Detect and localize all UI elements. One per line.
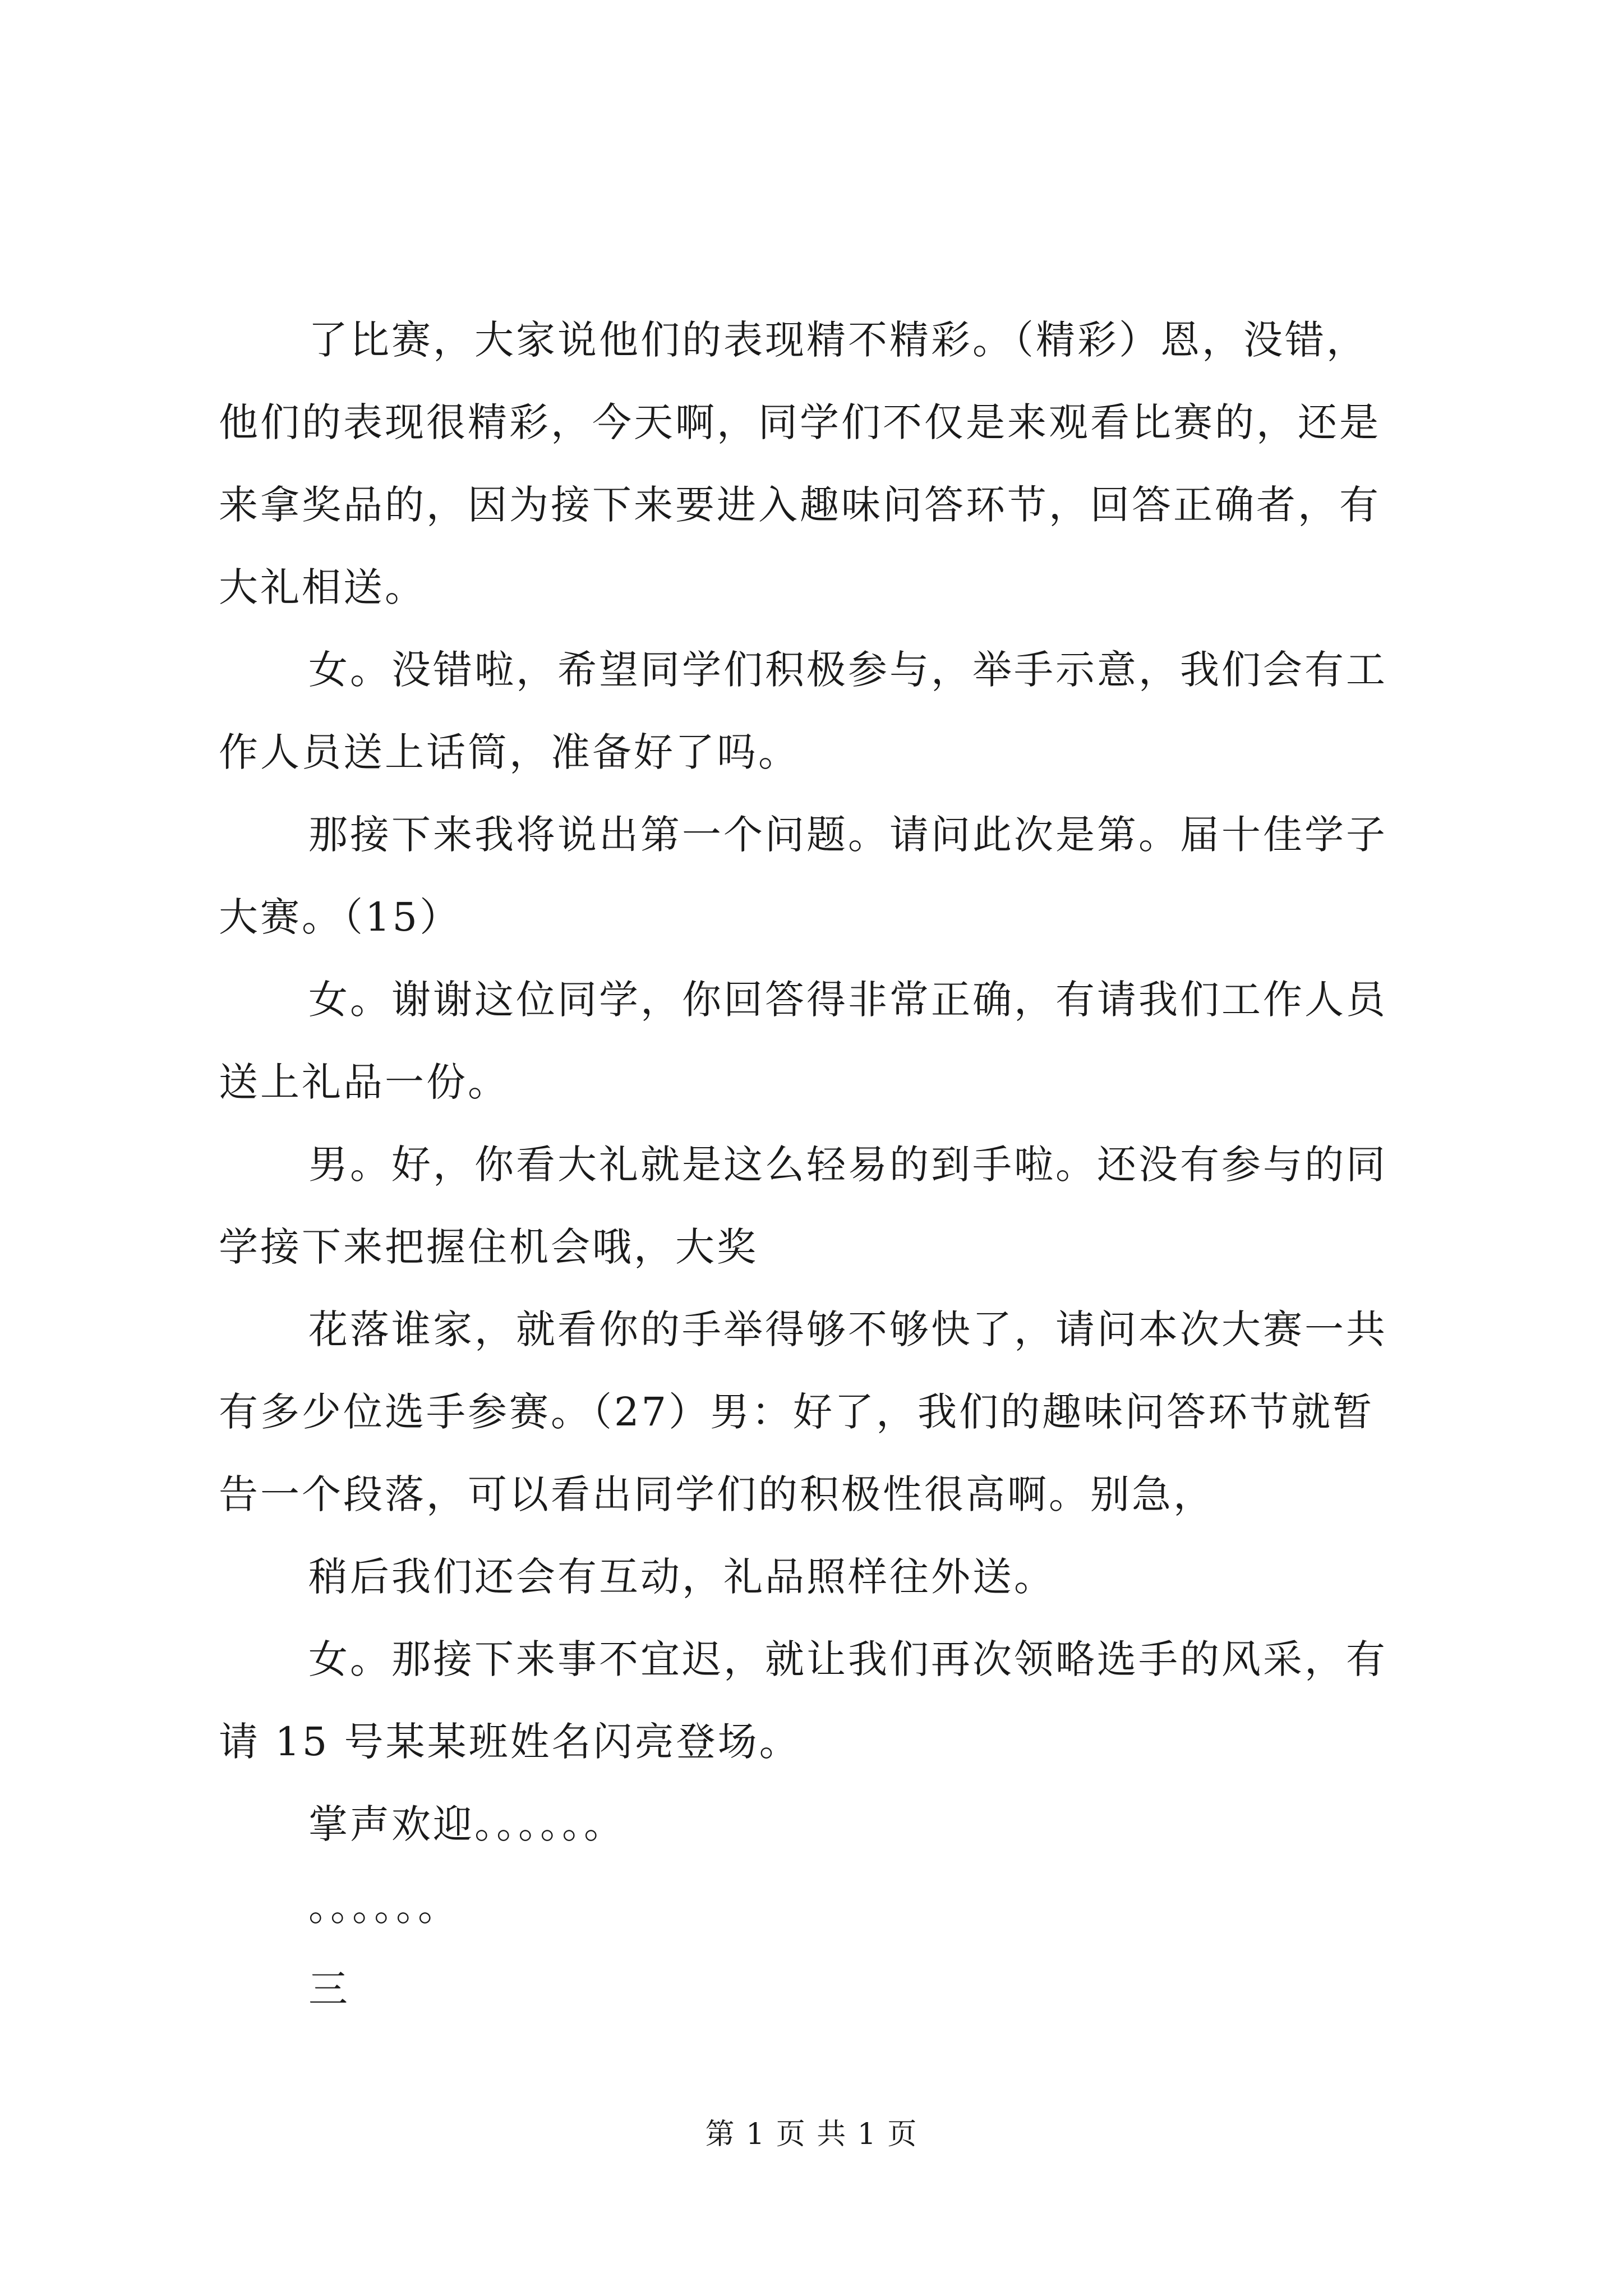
text-line: 来拿奖品的，因为接下来要进入趣味问答环节，回答正确者，有 xyxy=(219,482,1381,528)
text-line: 。。。。。。 xyxy=(308,1884,459,1930)
text-line: 女。那接下来事不宜迟，就让我们再次领略选手的风采，有 xyxy=(308,1636,1387,1682)
text-line: 请 15 号某某班姓名闪亮登场。 xyxy=(219,1719,801,1765)
text-line: 女。没错啦，希望同学们积极参与，举手示意，我们会有工 xyxy=(308,647,1387,693)
text-line: 掌声欢迎。。。。。。 xyxy=(308,1801,625,1847)
text-line: 男。好，你看大礼就是这么轻易的到手啦。还没有参与的同 xyxy=(308,1142,1387,1188)
text-line: 那接下来我将说出第一个问题。请问此次是第。届十佳学子 xyxy=(308,812,1387,858)
page-footer: 第 1 页 共 1 页 xyxy=(705,2118,918,2151)
text-line: 大礼相送。 xyxy=(219,564,426,610)
text-line: 了比赛，大家说他们的表现精不精彩。（精彩）恩，没错， xyxy=(308,317,1368,363)
text-line: 稍后我们还会有互动，礼品照样往外送。 xyxy=(308,1554,1055,1600)
text-line: 大赛。（15） xyxy=(219,894,462,940)
text-line: 三 xyxy=(308,1966,350,2012)
text-line: 学接下来把握住机会哦，大奖 xyxy=(219,1224,758,1270)
text-line: 女。谢谢这位同学，你回答得非常正确，有请我们工作人员 xyxy=(308,977,1387,1023)
text-line: 有多少位选手参赛。（27）男：好了，我们的趣味问答环节就暂 xyxy=(219,1389,1375,1435)
text-line: 作人员送上话筒，准备好了吗。 xyxy=(219,729,800,775)
text-line: 告一个段落，可以看出同学们的积极性很高啊。别急， xyxy=(219,1471,1215,1517)
text-line: 送上礼品一份。 xyxy=(219,1059,509,1105)
text-line: 他们的表现很精彩，今天啊，同学们不仅是来观看比赛的，还是 xyxy=(219,399,1381,445)
text-line: 花落谁家，就看你的手举得够不够快了，请问本次大赛一共 xyxy=(308,1306,1387,1352)
